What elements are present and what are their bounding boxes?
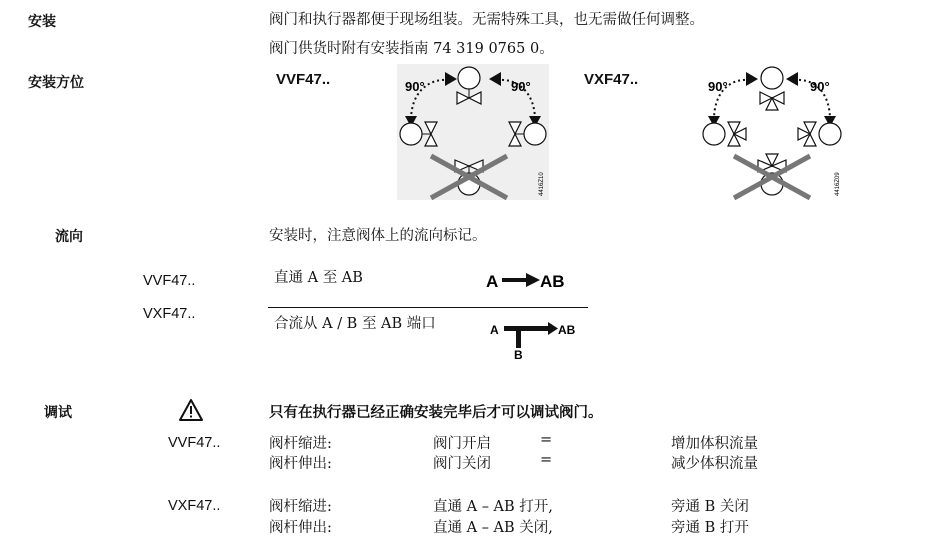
- vxf-row-state: 直通 A – AB 打开,: [433, 499, 553, 515]
- vvf-row-action: 阀杆缩进:: [269, 436, 332, 452]
- figure-code-vxf: 4416Z09: [835, 172, 841, 196]
- install-text-2: 阀门供货时附有安装指南 74 319 0765 0。: [269, 41, 554, 57]
- vvf-row-equals: =: [540, 432, 553, 448]
- vvf-row-result: 增加体积流量: [671, 436, 758, 452]
- flow-vxf-text: 合流从 A / B 至 AB 端口: [274, 316, 436, 332]
- angle-label-left: 90°: [708, 79, 728, 94]
- arc-arrowhead-right-top: [786, 72, 798, 86]
- flow-t-vertical: [516, 328, 521, 348]
- flow-intro: 安装时，注意阀体上的流向标记。: [269, 228, 487, 244]
- flow-heading: 流向: [55, 229, 83, 245]
- flow-arrow-shaft: [502, 278, 528, 282]
- vvf-row-action: 阀杆伸出:: [269, 456, 332, 472]
- flow-t-horizontal: [504, 326, 550, 331]
- vxf-row-result: 旁通 B 关闭: [671, 499, 749, 515]
- install-heading: 安装: [28, 14, 56, 30]
- angle-label-right: 90°: [810, 79, 830, 94]
- orientation-vxf-model: VXF47..: [584, 71, 639, 88]
- commissioning-vvf-model: VVF47..: [168, 435, 221, 451]
- vvf-row-equals: =: [540, 452, 553, 468]
- flow-t-arrow: [548, 322, 558, 335]
- flow-arrow-head: [526, 273, 540, 287]
- flow-vvf-text: 直通 A 至 AB: [274, 270, 363, 286]
- vxf-row-result: 旁通 B 打开: [671, 520, 749, 536]
- flow-port-a: A: [486, 272, 499, 291]
- commissioning-warning: 只有在执行器已经正确安装完毕后才可以调试阀门。: [269, 404, 603, 421]
- flow-port-ab: AB: [540, 272, 565, 291]
- flow-vvf-diagram: [484, 266, 576, 294]
- flow-vxf-model: VXF47..: [143, 306, 196, 322]
- vxf-orientation-diagram: [698, 64, 844, 200]
- vvf-row-result: 减少体积流量: [671, 456, 758, 472]
- angle-label-left: 90°: [405, 79, 425, 94]
- vxf-row-action: 阀杆伸出:: [269, 520, 332, 536]
- install-text-1: 阀门和执行器都便于现场组装。无需特殊工具，也无需做任何调整。: [269, 12, 704, 28]
- vvf-row-state: 阀门开启: [433, 436, 491, 452]
- figure-code-vvf: 4416Z10: [539, 172, 545, 196]
- commissioning-heading: 调试: [44, 405, 72, 421]
- vxf-row-action: 阀杆缩进:: [269, 499, 332, 515]
- flow-vxf-diagram: [486, 318, 582, 362]
- vxf-row-state: 直通 A – AB 关闭,: [433, 520, 553, 536]
- flow-port-b: B: [514, 348, 523, 362]
- flow-port-a: A: [490, 323, 499, 337]
- arc-arrowhead-left-top: [746, 72, 758, 86]
- orientation-heading: 安装方位: [28, 75, 84, 91]
- flow-divider: [268, 307, 588, 308]
- warning-triangle-icon: [178, 398, 204, 422]
- angle-label-right: 90°: [511, 79, 531, 94]
- flow-port-ab: AB: [558, 323, 576, 337]
- orientation-vvf-model: VVF47..: [276, 71, 331, 88]
- vvf-orientation-diagram: [397, 64, 549, 200]
- flow-vvf-model: VVF47..: [143, 273, 196, 289]
- commissioning-vxf-model: VXF47..: [168, 498, 221, 514]
- vvf-row-state: 阀门关闭: [433, 456, 491, 472]
